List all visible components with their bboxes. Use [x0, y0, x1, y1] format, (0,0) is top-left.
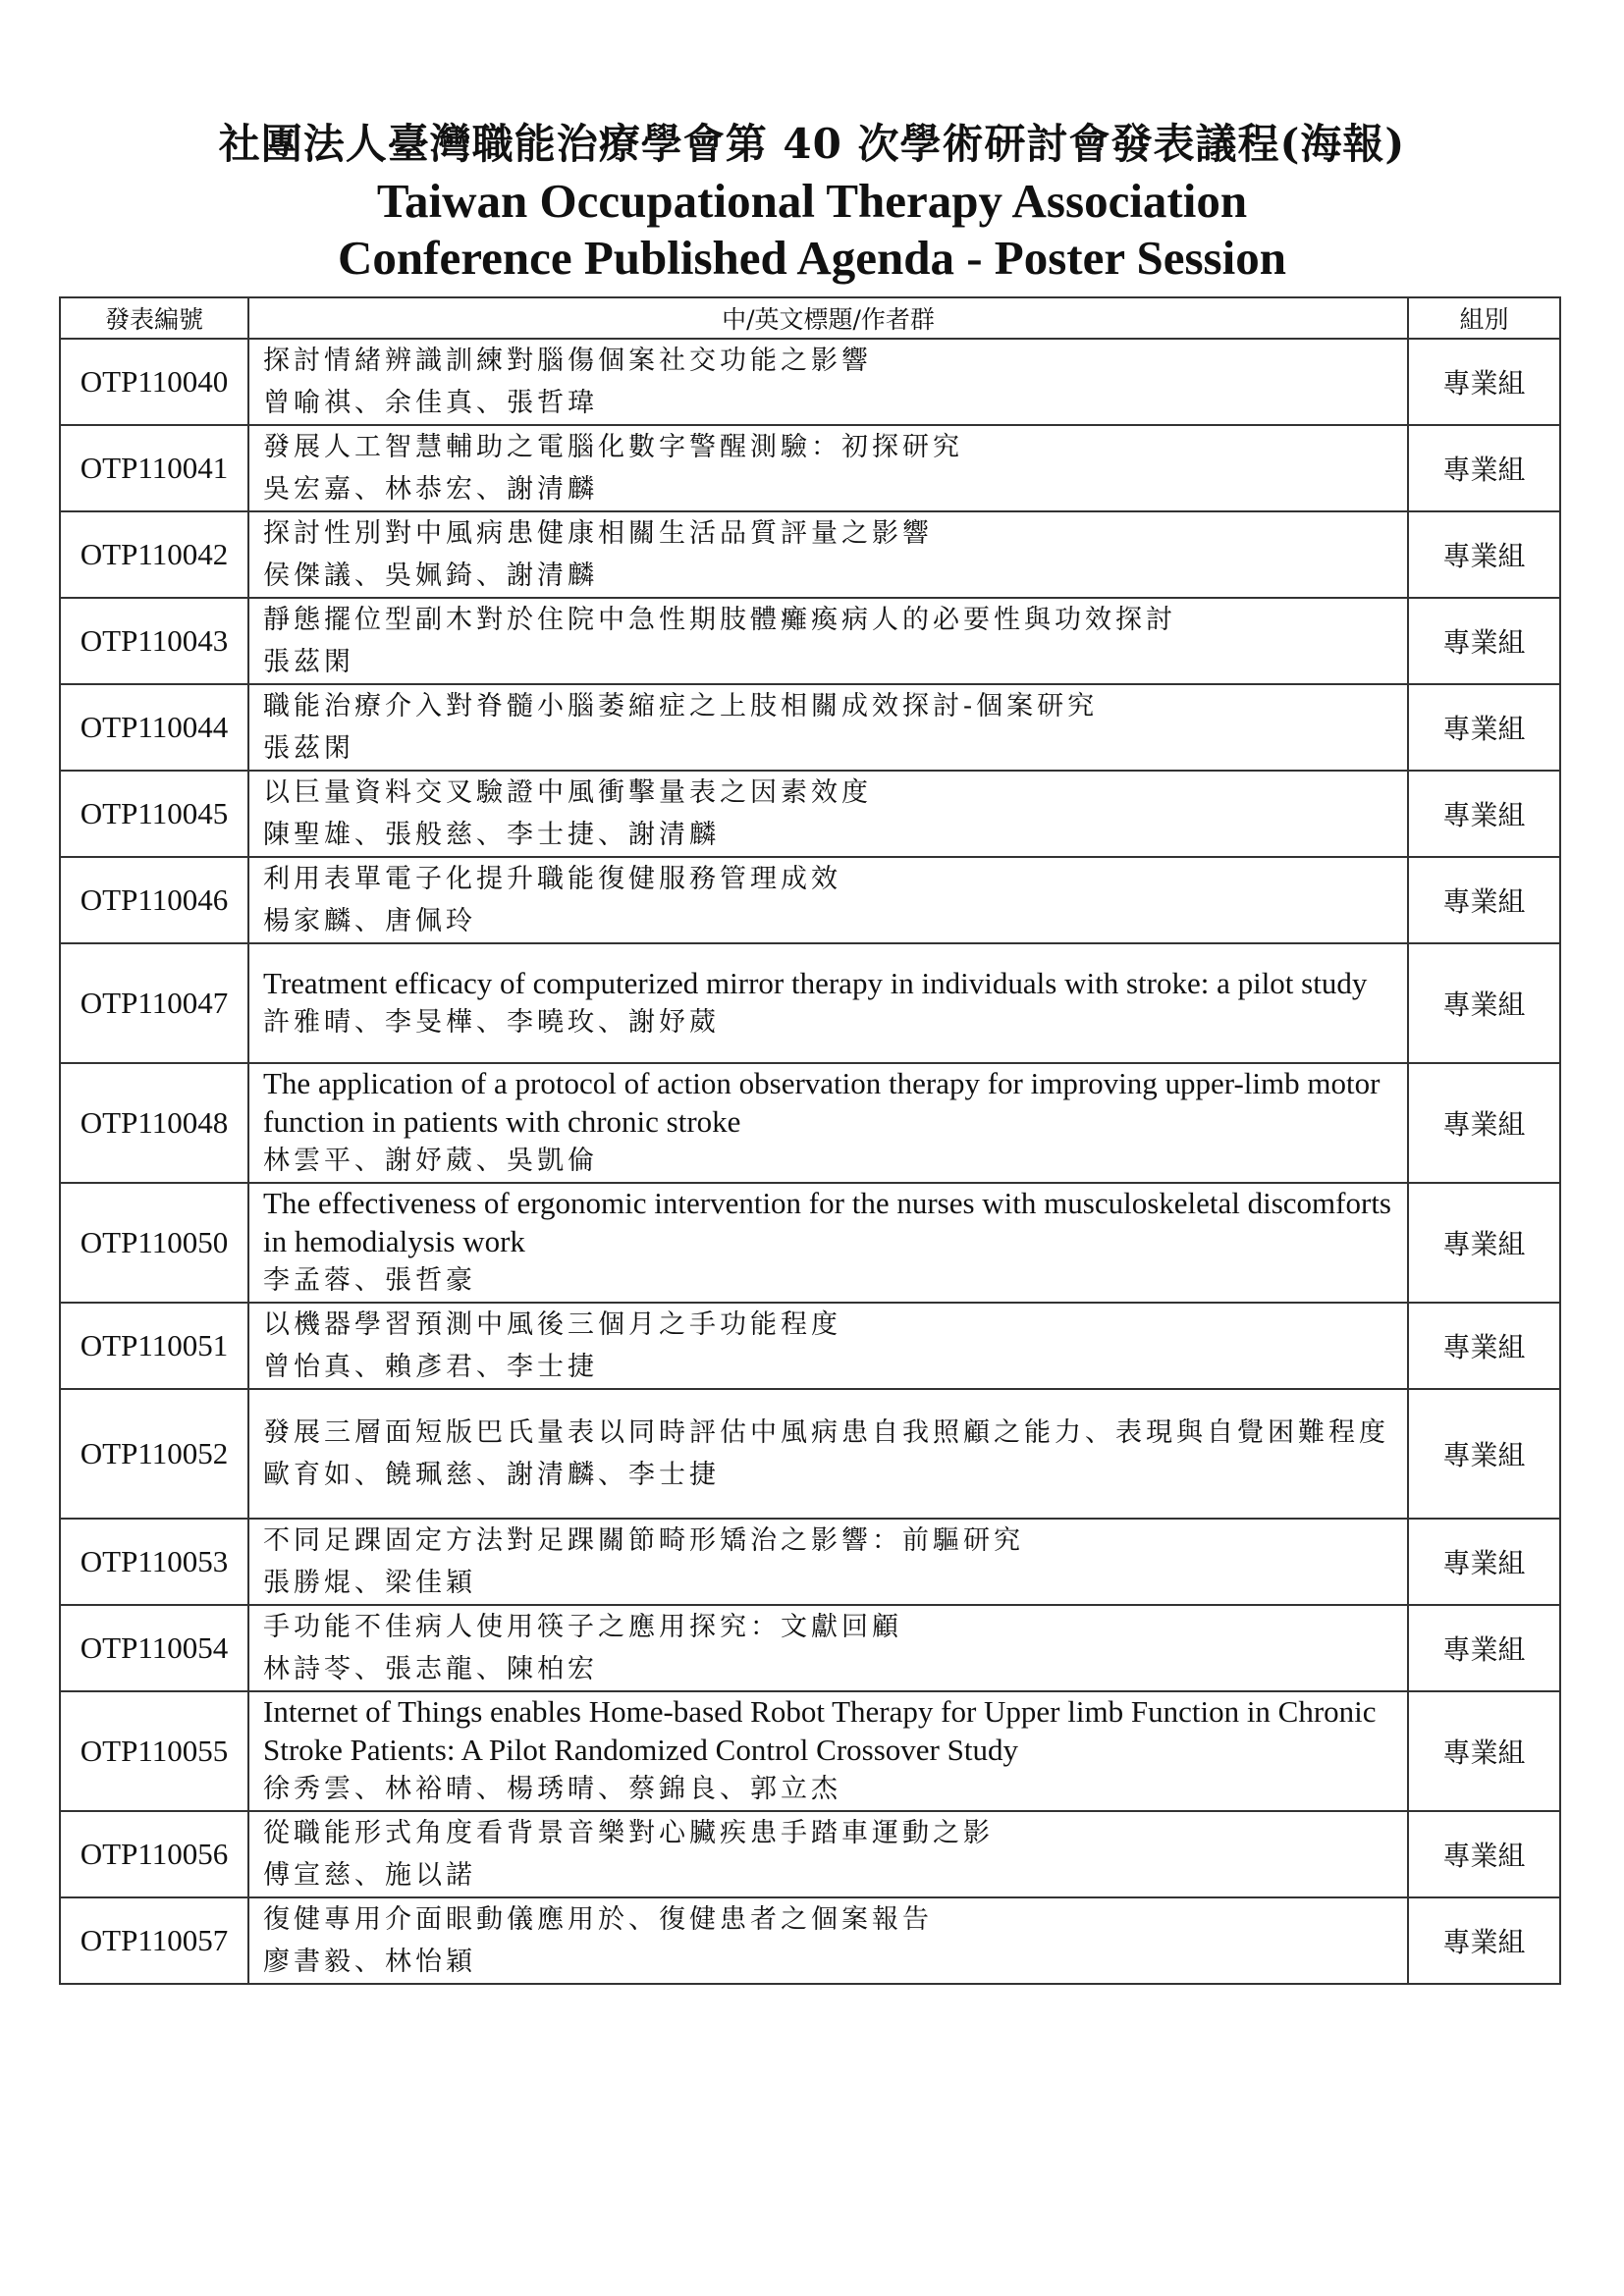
title-authors-cell — [248, 1519, 1408, 1605]
presentation-title: 探討情緒辨識訓練對腦傷個案社交功能之影響 — [263, 346, 872, 376]
presentation-authors: 歐育如、饒珮慈、謝清麟、李士捷 — [263, 1460, 720, 1490]
presentation-group: 專業組 — [1408, 1389, 1560, 1519]
presentation-authors: 傅宣慈、施以諾 — [263, 1860, 476, 1891]
presentation-title: 職能治療介入對脊髓小腦萎縮症之上肢相關成效探討-個案研究 — [263, 691, 1099, 721]
table-row — [60, 1811, 1560, 1897]
presentation-id: OTP110048 — [60, 1063, 248, 1183]
presentation-title: 復健專用介面眼動儀應用於、復健患者之個案報告 — [263, 1904, 933, 1935]
presentation-id: OTP110043 — [60, 598, 248, 684]
title-authors-cell — [248, 511, 1408, 598]
table-row — [60, 771, 1560, 857]
presentation-group: 專業組 — [1408, 1691, 1560, 1811]
table-row — [60, 1519, 1560, 1605]
table-row — [60, 598, 1560, 684]
table-row — [60, 339, 1560, 425]
presentation-title: 手功能不佳病人使用筷子之應用探究：文獻回顧 — [263, 1612, 902, 1642]
title-english-line2: Conference Published Agenda - Poster Session — [338, 231, 1286, 285]
presentation-authors: 張茲閑 — [263, 733, 354, 764]
title-authors-cell — [248, 1389, 1408, 1519]
presentation-title: 利用表單電子化提升職能復健服務管理成效 — [263, 864, 841, 894]
title-authors-cell — [248, 1605, 1408, 1691]
presentation-title: 不同足踝固定方法對足踝關節畸形矯治之影響：前驅研究 — [263, 1525, 1024, 1556]
presentation-authors: 張勝焜、梁佳穎 — [263, 1568, 476, 1598]
presentation-group: 專業組 — [1408, 943, 1560, 1063]
presentation-authors: 曾怡真、賴彥君、李士捷 — [263, 1352, 598, 1382]
title-authors-cell — [248, 1811, 1408, 1897]
presentation-id: OTP110050 — [60, 1183, 248, 1303]
presentation-title: 以巨量資料交叉驗證中風衝擊量表之因素效度 — [263, 777, 872, 808]
column-header-id: 發表編號 — [60, 297, 248, 339]
presentation-group: 專業組 — [1408, 339, 1560, 425]
presentation-group: 專業組 — [1408, 1183, 1560, 1303]
presentation-authors: 曾喻祺、余佳真、張哲瑋 — [263, 388, 598, 418]
agenda-table — [59, 296, 1561, 1985]
presentation-authors: 楊家麟、唐佩玲 — [263, 906, 476, 936]
presentation-authors: 李孟蓉、張哲豪 — [263, 1265, 476, 1296]
title-authors-cell — [248, 1897, 1408, 1984]
title-authors-cell — [248, 943, 1408, 1063]
table-row — [60, 511, 1560, 598]
presentation-id: OTP110052 — [60, 1389, 248, 1519]
presentation-id: OTP110045 — [60, 771, 248, 857]
presentation-title: Internet of Things enables Home-based Robot Therapy for Upper limb Function in Chronic Stroke Patients: A Pilot Randomized Control Crossover Study — [263, 1694, 1377, 1767]
presentation-title: 發展人工智慧輔助之電腦化數字警醒測驗：初探研究 — [263, 432, 963, 462]
presentation-id: OTP110057 — [60, 1897, 248, 1984]
presentation-group: 專業組 — [1408, 1303, 1560, 1389]
column-header-group: 組別 — [1408, 297, 1560, 339]
presentation-authors: 許雅晴、李旻樺、李曉玫、謝妤葳 — [263, 1006, 720, 1038]
presentation-group: 專業組 — [1408, 511, 1560, 598]
presentation-title: 從職能形式角度看背景音樂對心臟疾患手踏車運動之影 — [263, 1818, 994, 1848]
table-row — [60, 857, 1560, 943]
title-authors-cell — [248, 857, 1408, 943]
presentation-title: Treatment efficacy of computerized mirror therapy in individuals with stroke: a pilot study — [263, 965, 1368, 1000]
presentation-authors: 徐秀雲、林裕晴、楊琇晴、蔡錦良、郭立杰 — [263, 1774, 841, 1804]
title-authors-cell — [248, 1063, 1408, 1183]
title-chinese: 社團法人臺灣職能治療學會第 40 次學術研討會發表議程(海報) — [218, 120, 1406, 168]
presentation-title: 探討性別對中風病患健康相關生活品質評量之影響 — [263, 518, 933, 549]
title-authors-cell — [248, 425, 1408, 511]
presentation-authors: 陳聖雄、張般慈、李士捷、謝清麟 — [263, 820, 720, 850]
table-row — [60, 425, 1560, 511]
title-authors-cell — [248, 684, 1408, 771]
presentation-id: OTP110055 — [60, 1691, 248, 1811]
presentation-group: 專業組 — [1408, 1897, 1560, 1984]
table-row — [60, 1183, 1560, 1303]
presentation-id: OTP110044 — [60, 684, 248, 771]
presentation-group: 專業組 — [1408, 771, 1560, 857]
presentation-group: 專業組 — [1408, 1605, 1560, 1691]
presentation-group: 專業組 — [1408, 1811, 1560, 1897]
title-english-line1: Taiwan Occupational Therapy Association — [376, 174, 1248, 228]
table-row — [60, 1897, 1560, 1984]
title-authors-cell — [248, 1183, 1408, 1303]
title-authors-cell — [248, 771, 1408, 857]
table-row — [60, 1605, 1560, 1691]
presentation-id: OTP110054 — [60, 1605, 248, 1691]
title-authors-cell — [248, 339, 1408, 425]
presentation-id: OTP110053 — [60, 1519, 248, 1605]
presentation-authors: 廖書毅、林怡穎 — [263, 1947, 476, 1977]
presentation-group: 專業組 — [1408, 684, 1560, 771]
document-header — [0, 116, 1624, 287]
presentation-title: The application of a protocol of action observation therapy for improving upper-limb motor function in patients with chronic stroke — [263, 1066, 1380, 1139]
presentation-group: 專業組 — [1408, 1063, 1560, 1183]
presentation-authors: 吳宏嘉、林恭宏、謝清麟 — [263, 474, 598, 505]
presentation-authors: 林詩苓、張志龍、陳柏宏 — [263, 1654, 598, 1684]
presentation-id: OTP110056 — [60, 1811, 248, 1897]
presentation-group: 專業組 — [1408, 1519, 1560, 1605]
table-row — [60, 1691, 1560, 1811]
presentation-id: OTP110042 — [60, 511, 248, 598]
presentation-authors: 侯傑議、吳姵錡、謝清麟 — [263, 561, 598, 591]
presentation-title: 發展三層面短版巴氏量表以同時評估中風病患自我照顧之能力、表現與自覺困難程度 — [263, 1417, 1389, 1448]
column-header-title: 中/英文標題/作者群 — [248, 297, 1408, 339]
presentation-authors: 張茲閑 — [263, 647, 354, 677]
presentation-id: OTP110047 — [60, 943, 248, 1063]
table-row — [60, 1063, 1560, 1183]
header-row — [60, 297, 1560, 339]
title-authors-cell — [248, 1303, 1408, 1389]
presentation-id: OTP110040 — [60, 339, 248, 425]
presentation-group: 專業組 — [1408, 425, 1560, 511]
presentation-id: OTP110046 — [60, 857, 248, 943]
table-row — [60, 943, 1560, 1063]
presentation-id: OTP110051 — [60, 1303, 248, 1389]
presentation-authors: 林雲平、謝妤葳、吳凱倫 — [263, 1146, 598, 1176]
presentation-title: 以機器學習預測中風後三個月之手功能程度 — [263, 1309, 841, 1340]
presentation-group: 專業組 — [1408, 857, 1560, 943]
presentation-title: 靜態擺位型副木對於住院中急性期肢體癱瘓病人的必要性與功效探討 — [263, 605, 1176, 635]
presentation-title: The effectiveness of ergonomic intervention for the nurses with musculoskeletal discomforts in hemodialysis work — [263, 1186, 1391, 1258]
table-row — [60, 1303, 1560, 1389]
title-authors-cell — [248, 598, 1408, 684]
table-row — [60, 1389, 1560, 1519]
presentation-id: OTP110041 — [60, 425, 248, 511]
presentation-group: 專業組 — [1408, 598, 1560, 684]
title-authors-cell — [248, 1691, 1408, 1811]
table-row — [60, 684, 1560, 771]
